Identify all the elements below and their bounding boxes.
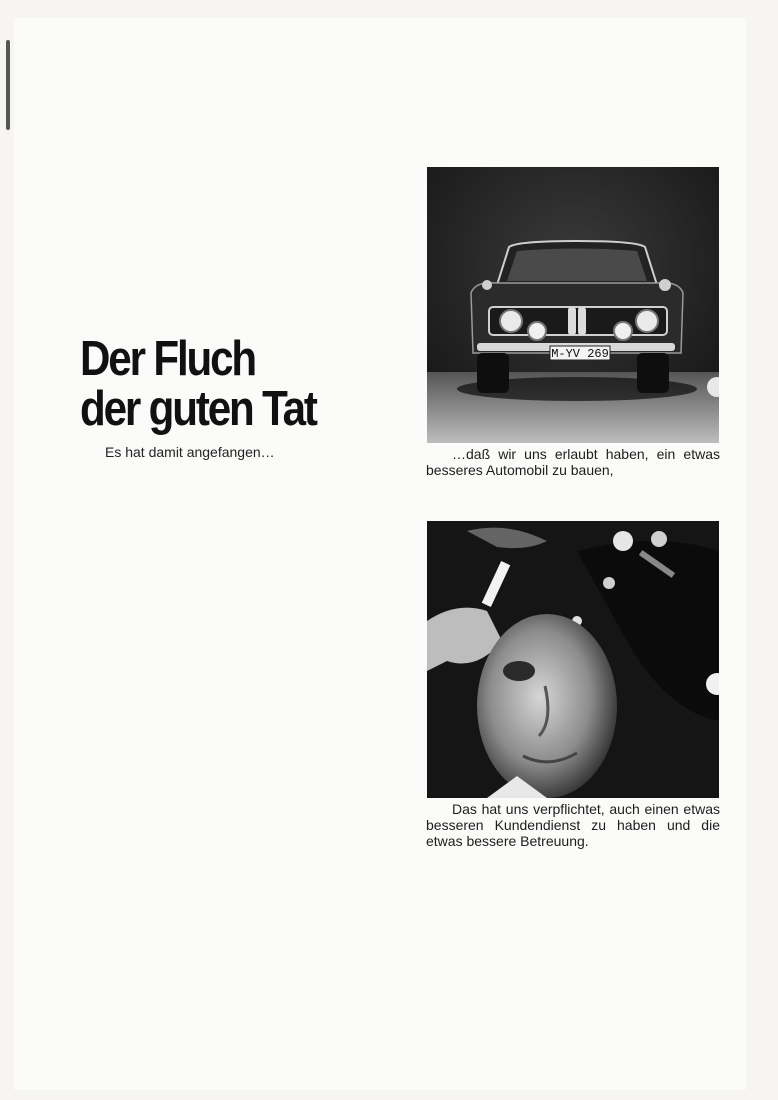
headline-line-1: Der Fluch [80,332,255,386]
mechanic-photo [427,521,719,798]
mechanic-caption [426,801,720,849]
scan-edge-mark [6,40,10,130]
headline-line-2: der guten Tat [80,382,316,436]
car-caption-text: …daß wir uns erlaubt haben, ein etwas besseres Automobil zu bauen, [426,446,720,478]
license-plate: M-YV 269 [551,347,609,361]
headline [80,334,316,434]
subline: Es hat damit angefangen… [105,444,275,460]
car-photo [427,167,719,443]
car-caption [426,446,720,478]
mechanic-caption-text: Das hat uns verpflichtet, auch einen etwas besseren Kundendienst zu haben und die etwas bessere Betreuung. [426,801,720,849]
